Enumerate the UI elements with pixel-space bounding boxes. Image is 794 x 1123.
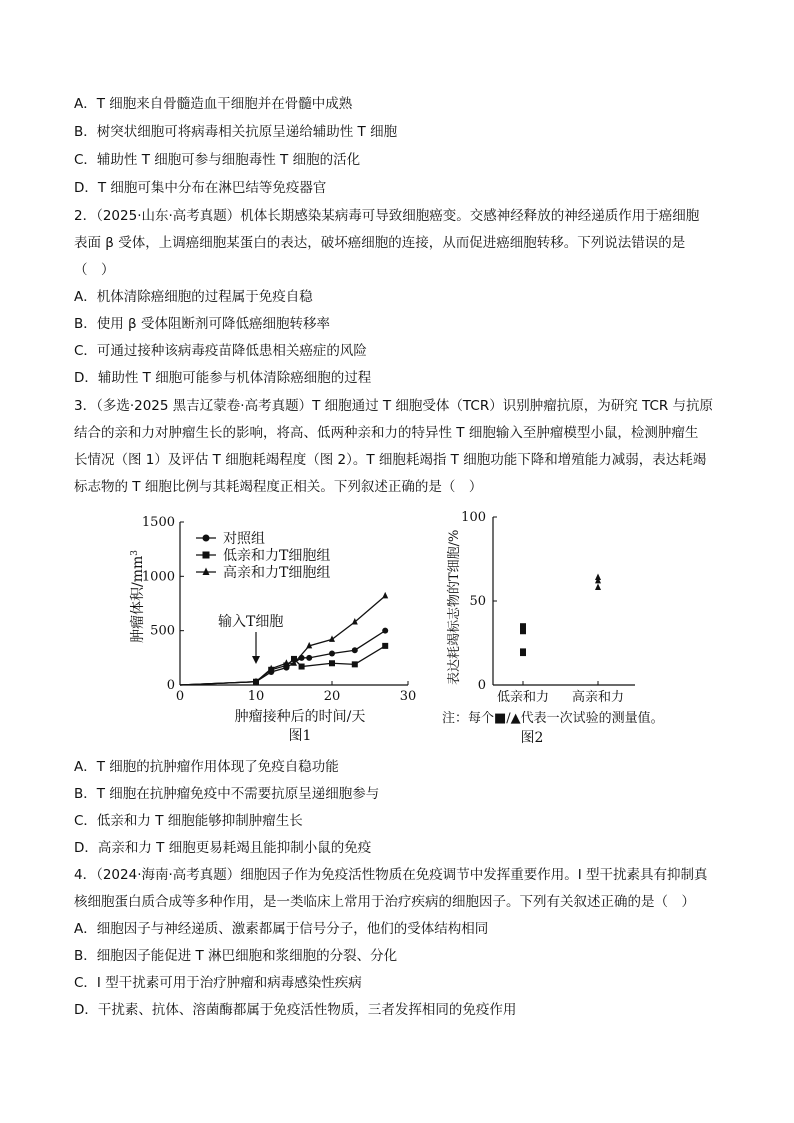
q3-option-d: D．高亲和力 T 细胞更易耗竭且能抑制小鼠的免疫 <box>74 840 372 856</box>
q4-option-c: C．I 型干扰素可用于治疗肿瘤和病毒感染性疾病 <box>74 975 362 991</box>
fig1-data-point <box>382 643 388 649</box>
q2-stem-line-2: 表面 β 受体，上调癌细胞某蛋白的表达，破坏癌细胞的连接，从而促进癌细胞转移。下列说法错误的是 <box>74 235 686 251</box>
fig1-y-tick-label: 1000 <box>141 569 175 585</box>
q1-option-c: C．辅助性 T 细胞可参与细胞毒性 T 细胞的活化 <box>74 152 361 168</box>
figure-2 <box>442 510 664 746</box>
fig2-x-tick-label: 高亲和力 <box>571 690 625 705</box>
q1-option-d: D．T 细胞可集中分布在淋巴结等免疫器官 <box>74 180 327 196</box>
q4-option-b: B．细胞因子能促进 T 淋巴细胞和浆细胞的分裂、分化 <box>74 948 398 964</box>
fig1-x-tick-label: 20 <box>323 689 341 704</box>
fig1-legend-label: 对照组 <box>223 531 265 547</box>
fig2-data-point <box>520 628 526 634</box>
fig2-y-tick-label: 50 <box>469 594 486 609</box>
q3-option-a: A．T 细胞的抗肿瘤作用体现了免疫自稳功能 <box>74 759 339 775</box>
fig1-caption: 图1 <box>288 728 312 744</box>
q2-stem-line-1: 2．（2025·山东·高考真题）机体长期感染某病毒可导致细胞癌变。交感神经释放的神经递质作用于癌细胞 <box>74 208 700 224</box>
fig2-data-point <box>520 650 526 656</box>
q4-option-a: A．细胞因子与神经递质、激素都属于信号分子，他们的受体结构相同 <box>74 921 489 937</box>
fig1-data-point <box>329 660 335 666</box>
q2-option-b: B．使用 β 受体阻断剂可降低癌细胞转移率 <box>74 316 330 332</box>
fig2-caption: 图2 <box>520 730 544 746</box>
fig1-y-tick-label: 0 <box>166 678 175 693</box>
fig1-data-point <box>382 592 388 599</box>
q4-option-d: D．干扰素、抗体、溶菌酶都属于免疫活性物质，三者发挥相同的免疫作用 <box>74 1002 517 1018</box>
fig2-note: 注：每个■/▲代表一次试验的测量值。 <box>442 711 664 726</box>
q4-stem-line-1: 4．（2024·海南·高考真题）细胞因子作为免疫活性物质在免疫调节中发挥重要作用。I 型干扰素具有抑制真 <box>74 867 708 883</box>
fig1-x-tick-label: 10 <box>247 689 265 704</box>
fig2-data-point <box>595 577 601 584</box>
fig1-data-point <box>329 650 335 656</box>
fig1-ticks <box>142 515 416 704</box>
fig1-legend-label: 高亲和力T细胞组 <box>223 565 331 581</box>
fig1-data-point <box>352 661 358 667</box>
fig1-legend-marker <box>203 535 210 542</box>
q3-stem-line-2: 结合的亲和力对肿瘤生长的影响，将高、低两种亲和力的特异性 T 细胞输入至肿瘤模型小鼠，检测肿瘤生 <box>74 425 699 441</box>
q2-option-c: C．可通过接种该病毒疫苗降低患相关癌症的风险 <box>74 343 367 359</box>
fig1-x-tick-label: 30 <box>399 689 417 704</box>
fig1-legend-marker <box>203 568 210 576</box>
fig1-x-label: 肿瘤接种后的时间/天 <box>234 709 366 725</box>
fig1-y-tick-label: 1500 <box>141 515 175 530</box>
q3-stem-line-4: 标志物的 T 细胞比例与其耗竭程度正相关。下列叙述正确的是（ ） <box>74 479 483 495</box>
fig1-x-tick-label: 0 <box>175 689 185 704</box>
q2-stem-line-3: （ ） <box>74 262 115 278</box>
q4-stem-line-2: 核细胞蛋白质合成等多种作用，是一类临床上常用于治疗疾病的细胞因子。下列有关叙述正确的是（ ） <box>74 894 695 910</box>
fig2-points <box>520 573 601 656</box>
figure-1 <box>129 515 416 744</box>
fig1-arrow-head <box>252 656 260 664</box>
fig1-data-point <box>382 628 388 634</box>
fig1-series-line <box>180 596 385 685</box>
fig1-legend-marker <box>203 552 210 559</box>
q3-stem-line-1: 3．（多选·2025 黑吉辽蒙卷·高考真题）T 细胞通过 T 细胞受体（TCR）识别肿瘤抗原，为研究 TCR 与抗原 <box>74 398 714 414</box>
fig2-data-point <box>595 584 601 591</box>
fig1-data-point <box>352 647 358 653</box>
fig1-series-line <box>180 631 385 685</box>
q3-option-c: C．低亲和力 T 细胞能够抑制肿瘤生长 <box>74 813 303 829</box>
fig1-legend <box>196 531 330 581</box>
fig1-data-point <box>299 664 305 670</box>
q3-option-b: B．T 细胞在抗肿瘤免疫中不需要抗原呈递细胞参与 <box>74 786 380 802</box>
fig1-y-tick-label: 500 <box>150 623 175 639</box>
q1-option-b: B．树突状细胞可将病毒相关抗原呈递给辅助性 T 细胞 <box>74 124 398 140</box>
fig1-data-point <box>329 635 335 642</box>
fig1-series <box>180 592 388 685</box>
q2-option-d: D．辅助性 T 细胞可能参与机体清除癌细胞的过程 <box>74 370 372 386</box>
fig1-annotation: 输入T细胞 <box>218 614 284 630</box>
figures <box>120 505 680 750</box>
fig2-ticks <box>461 510 624 705</box>
fig2-y-label: 表达耗竭标志物的T细胞/% <box>447 529 462 685</box>
fig1-data-point <box>306 655 312 661</box>
fig2-x-tick-label: 低亲和力 <box>496 690 550 705</box>
q3-stem-line-3: 长情况（图 1）及评估 T 细胞耗竭程度（图 2）。T 细胞耗竭指 T 细胞功能下降和增殖能力减弱，表达耗竭 <box>74 452 707 468</box>
fig1-data-point <box>352 618 358 625</box>
fig2-y-tick-label: 100 <box>461 510 486 525</box>
fig1-legend-label: 低亲和力T细胞组 <box>223 548 331 564</box>
fig2-y-tick-label: 0 <box>477 678 486 693</box>
q2-option-a: A．机体清除癌细胞的过程属于免疫自稳 <box>74 289 313 305</box>
q1-option-a: A．T 细胞来自骨髓造血干细胞并在骨髓中成熟 <box>74 96 353 112</box>
fig1-y-label: 肿瘤体积$/mm^3$ <box>130 549 146 643</box>
